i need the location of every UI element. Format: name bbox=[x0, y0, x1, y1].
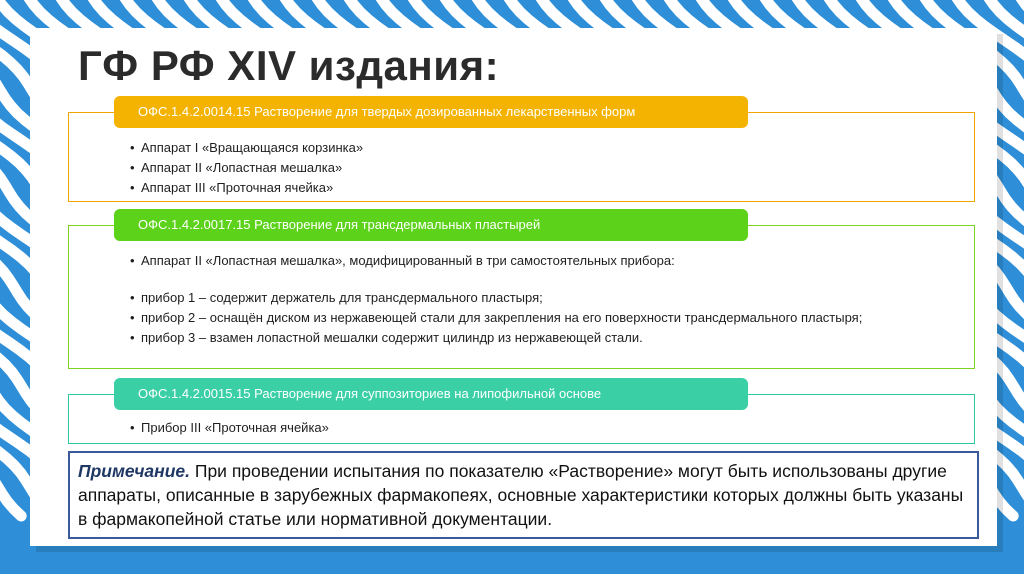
slide-title: ГФ РФ XIV издания: bbox=[78, 42, 500, 89]
apparatus-list bbox=[69, 419, 974, 436]
section-header-patches: ОФС.1.4.2.0017.15 Растворение для трансдермальных пластырей bbox=[114, 209, 748, 241]
list-item: • Аппарат I «Вращающаяся корзинка» bbox=[69, 139, 974, 156]
list-item: • Аппарат II «Лопастная мешалка» bbox=[69, 159, 974, 176]
list-item: • прибор 3 – взамен лопастной мешалки содержит цилиндр из нержавеющей стали. bbox=[69, 329, 974, 346]
note-label: Примечание. bbox=[78, 461, 190, 481]
apparatus-list bbox=[69, 139, 974, 196]
list-item: • Аппарат III «Проточная ячейка» bbox=[69, 179, 974, 196]
list-item: • Аппарат II «Лопастная мешалка», модифицированный в три самостоятельных прибора: bbox=[69, 252, 974, 269]
list-item: • Прибор III «Проточная ячейка» bbox=[69, 419, 974, 436]
section-box-patches bbox=[68, 225, 975, 369]
note-box bbox=[68, 451, 979, 539]
note-text: При проведении испытания по показателю «Растворение» могут быть использованы другие аппараты, описанные в зарубежных фармакопеях, основные характеристики которых должны быть указаны в фармакопейной статье или нормативной документации. bbox=[78, 461, 964, 529]
list-item: • прибор 2 – оснащён диском из нержавеющей стали для закрепления на его поверхности трансдермального пластыря; bbox=[69, 309, 974, 326]
section-header-suppositories: ОФС.1.4.2.0015.15 Растворение для суппозиториев на липофильной основе bbox=[114, 378, 748, 410]
section-header-tablets: ОФС.1.4.2.0014.15 Растворение для твердых дозированных лекарственных форм bbox=[114, 96, 748, 128]
list-item: • прибор 1 – содержит держатель для трансдермального пластыря; bbox=[69, 289, 974, 306]
apparatus-list bbox=[69, 252, 974, 346]
